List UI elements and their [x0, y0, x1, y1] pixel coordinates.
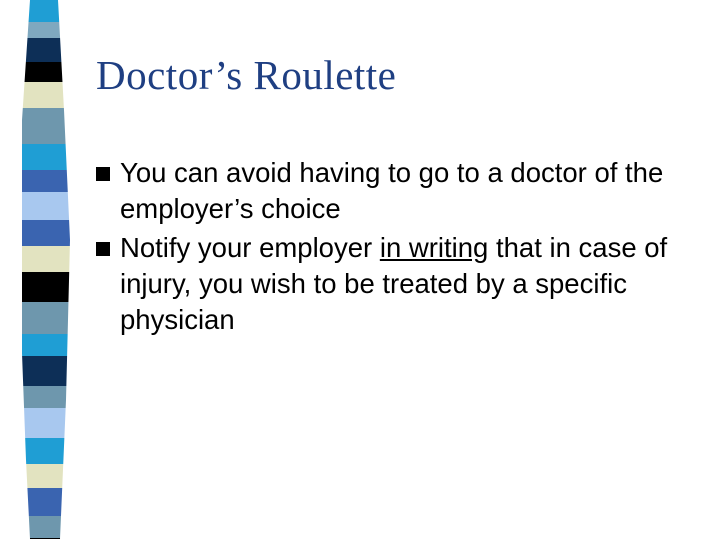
- stripe-segment: [0, 464, 86, 488]
- bullet-text-pre: You can avoid having to go to a doctor of the employer’s choice: [120, 157, 664, 225]
- bullet-text: [120, 230, 700, 339]
- stripe-segment: [0, 246, 86, 272]
- stripe-segment: [0, 272, 86, 302]
- stripe-segment: [0, 516, 86, 538]
- stripe-segment: [0, 170, 86, 192]
- stripe-segment: [0, 192, 86, 220]
- page-title: Doctor’s Roulette: [96, 52, 397, 98]
- stripe-segment: [0, 0, 86, 22]
- stripe-segment: [0, 220, 86, 246]
- stripe-segment: [0, 334, 86, 356]
- stripe-stack: [0, 0, 86, 539]
- stripe-segment: [0, 108, 86, 144]
- square-bullet-icon: [96, 167, 110, 181]
- stripe-segment: [0, 38, 86, 62]
- left-color-stripe-band: [0, 0, 86, 539]
- bullet-list: [96, 155, 700, 340]
- bullet-text-pre: Notify your employer: [120, 231, 380, 263]
- stripe-segment: [0, 144, 86, 170]
- stripe-segment: [0, 82, 86, 108]
- bullet-text: [120, 155, 700, 228]
- list-item: [96, 155, 700, 228]
- stripe-segment: [0, 302, 86, 334]
- stripe-segment: [0, 386, 86, 408]
- list-item: [96, 230, 700, 339]
- bullet-text-emphasis: in writing: [379, 231, 489, 263]
- stripe-segment: [0, 356, 86, 386]
- stripe-segment: [0, 62, 86, 82]
- square-bullet-icon: [96, 242, 110, 256]
- stripe-segment: [0, 22, 86, 38]
- stripe-segment: [0, 488, 86, 516]
- stripe-segment: [0, 438, 86, 464]
- bullet-text-post: that in case of injury, you wish to be treated by a specific physician: [120, 231, 668, 336]
- stripe-segment: [0, 408, 86, 438]
